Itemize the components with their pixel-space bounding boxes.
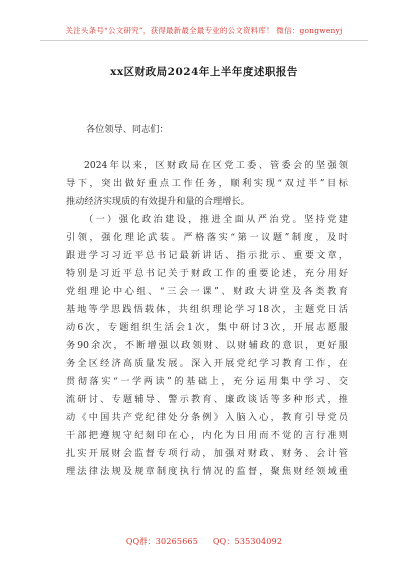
body-line: 跟进学习习近平总书记最新讲话、指示批示、重要文章， <box>66 250 348 261</box>
body-line: 引领，强化理论武装。严格落实“第一议题”制度，及时 <box>66 232 348 243</box>
footer-qq: QQ：535304092 <box>212 537 283 546</box>
header-promo-note: 关注头条号“公文研究”，获得最新最全最专业的公文资料库！ 微信：gongwenyj <box>65 26 343 35</box>
body-line: 扎实开展财会监督专项行动，加强对财政、财务、会计管 <box>66 448 348 459</box>
body-line: 贯彻落实“一学两读”的基础上，充分运用集中学习、交 <box>66 376 348 387</box>
body-line: 推动经济实现质的有效提升和量的合理增长。 <box>66 196 250 207</box>
body-line: 党组理论中心组、“三会一课”、财政大讲堂及各类教育 <box>66 286 348 297</box>
footer-qq-group: QQ群：30265665 <box>125 537 199 546</box>
body-line: 基地等学思践悟载体，共组织理论学习18次，主题党日活 <box>66 304 348 315</box>
body-line: （一）强化政治建设，推进全面从严治党。坚持党建 <box>84 214 348 225</box>
body-line: 动6次，专题组织生活会1次，集中研讨3次，开展志愿服 <box>66 322 348 333</box>
body-line: 导下，突出做好重点工作任务，顺利实现“双过半”目标 <box>66 178 348 189</box>
body-line: 务90余次，不断增强以政领财、以财辅政的意识，更好服 <box>66 340 348 351</box>
body-line: 干部把遵规守纪刻印在心，内化为日用而不觉的言行准则 <box>66 430 348 441</box>
body-line: 理法律法规及规章制度执行情况的监督，聚焦财经领域重 <box>66 466 348 477</box>
header-divider <box>40 40 368 41</box>
body-line: 流研讨、专题辅导、警示教育、廉政谈话等多种形式，推 <box>66 394 348 405</box>
body-line: 务全区经济高质量发展。深入开展党纪学习教育工作，在 <box>66 358 348 369</box>
document-title: xx区财政局2024年上半年度述职报告 <box>110 66 298 78</box>
document-body <box>66 157 348 481</box>
body-line: 特别是习近平总书记关于财政工作的重要论述，充分用好 <box>66 268 348 279</box>
salutation: 各位领导、同志们： <box>86 124 169 135</box>
body-line: 动《中国共产党纪律处分条例》入脑入心，教育引导党员 <box>66 412 348 423</box>
footer-contact-note <box>0 536 408 547</box>
body-line: 2024年以来，区财政局在区党工委、管委会的坚强领 <box>84 160 348 171</box>
